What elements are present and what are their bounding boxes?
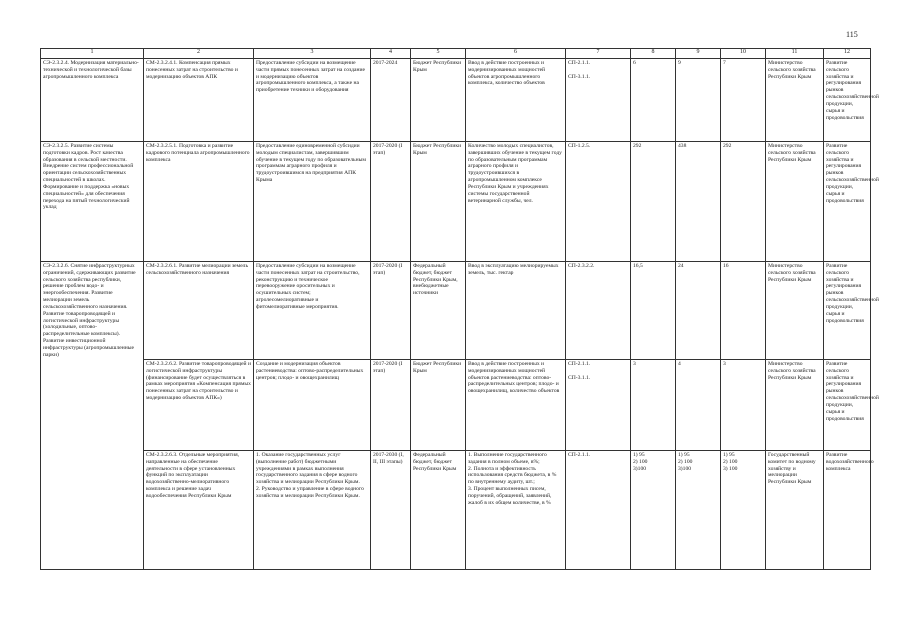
state-program-cell: Развитие сельского хозяйства и регулирования рынков сельскохозяйственной продукции, сырья и продовольствия xyxy=(824,262,871,360)
measure-cell: СМ-2.3.2.6.2. Развитие товаропроводящей и логистической инфраструктуры (финансирование будет осуществляться в рамках мероприятия «Компенсация прямых понесенных затрат на строительство и модернизацию объектов АПК») xyxy=(144,360,254,451)
state-program-cell: Развитие водохозяйственного комплекса xyxy=(824,451,871,570)
measure-cell: СМ-2.3.2.4.1. Компенсация прямых понесенных затрат на строительство и модернизацию объектов АПК xyxy=(144,59,254,142)
state-program-cell: Развитие сельского хозяйства и регулирования рынков сельскохозяйственной продукции, сырья и продовольствия xyxy=(824,142,871,262)
state-program-cell: Развитие сельского хозяйства и регулирования рынков сельскохозяйственной продукции, сырья и продовольствия xyxy=(824,59,871,142)
measures-table xyxy=(40,48,879,570)
program-ref-cell: СП-2.3.2.2. xyxy=(566,262,631,360)
period-cell: 2017-2024 xyxy=(371,59,411,142)
program-ref-cell: СП-2.1.1. СП-3.1.1. xyxy=(566,360,631,451)
column-number: 4 xyxy=(371,49,411,59)
indicator-cell: Количество молодых специалистов, завершивших обучение в текущем году по образовательным программам аграрного профиля и трудоустроившихся в агропромышленном комплексе Республики Крым и учреждениях системы государственной ветеринарной службы, чел. xyxy=(466,142,566,262)
state-program-cell: Развитие сельского хозяйства и регулирования рынков сельскохозяйственной продукции, сырья и продовольствия xyxy=(824,360,871,451)
value-cell: 7 xyxy=(721,59,766,142)
column-number: 9 xyxy=(676,49,721,59)
value-cell: 438 xyxy=(676,142,721,262)
table-row xyxy=(41,142,871,262)
column-number: 3 xyxy=(254,49,371,59)
funding-cell: Федеральный бюджет, бюджет Республики Крым, внебюджетные источники xyxy=(411,262,466,360)
period-cell: 2017-2020 (I этап) xyxy=(371,262,411,360)
value-cell: 1) 95 2) 100 3) 100 xyxy=(721,451,766,570)
funding-cell: Федеральный бюджет, бюджет Республики Крым xyxy=(411,451,466,570)
task-cell: СЭ-2.3.2.5. Развитие системы подготовки кадров. Рост качества образования в сельской местности. Внедрение систем профессиональной ориентации сельскохозяйственных специальностей в школах. Формирование и поддержка «новых специальностей» для обеспечения перехода на пятый технологический уклад xyxy=(41,142,144,262)
column-number: 2 xyxy=(144,49,254,59)
measure-cell: СМ-2.3.2.6.1. Развитие мелиорации земель сельскохозяйственного назначения xyxy=(144,262,254,360)
measure-cell: СМ-2.3.2.5.1. Подготовка и развитие кадрового потенциала агропромышленного комплекса xyxy=(144,142,254,262)
column-number: 11 xyxy=(766,49,824,59)
description-cell: Предоставление субсидии на возмещение части прямых понесенных затрат на создание и модернизацию объектов агропромышленного комплекса, а также на приобретение техники и оборудования xyxy=(254,59,371,142)
value-cell: 4 xyxy=(676,360,721,451)
value-cell: 9 xyxy=(676,59,721,142)
value-cell: 292 xyxy=(721,142,766,262)
value-cell: 1) 95 2) 100 3)100 xyxy=(631,451,676,570)
indicator-cell: Ввод в эксплуатацию мелиорируемых земель, тыс. гектар xyxy=(466,262,566,360)
table-row xyxy=(41,451,871,570)
description-cell: Предоставление единовременной субсидии молодым специалистам, завершившим обучение в текущем году по образовательным программам аграрного профиля и трудоустроившимся на предприятия АПК Крыма xyxy=(254,142,371,262)
page-number: 115 xyxy=(846,30,858,39)
column-number-row xyxy=(41,49,871,59)
period-cell: 2017-2020 (I этап) xyxy=(371,360,411,451)
funding-cell: Бюджет Республики Крым xyxy=(411,360,466,451)
value-cell: 6 xyxy=(631,59,676,142)
indicator-cell: Ввод в действие построенных и модернизированных мощностей объектов растениеводства: оптово-распределительных центров; плодо- и овощехранилищ, количество объектов xyxy=(466,360,566,451)
table-row xyxy=(41,262,871,360)
program-ref-cell: СП-1.2.5. xyxy=(566,142,631,262)
description-cell: Предоставление субсидии на возмещение части понесенных затрат на строительство, реконструкцию и техническое перевооружение оросительных и осушительных систем; агролесомелиоративные и фитомелиоративные мероприятия. xyxy=(254,262,371,360)
executor-cell: Министерство сельского хозяйства Республики Крым xyxy=(766,360,824,451)
measure-cell: СМ-2.3.2.6.3. Отдельные мероприятия, направленные на обеспечение деятельности в сфере установленных функций по эксплуатации водохозяйственно-мелиоративного комплекса и решение задач водообеспечения Республики Крым xyxy=(144,451,254,570)
column-number: 10 xyxy=(721,49,766,59)
executor-cell: Министерство сельского хозяйства Республики Крым xyxy=(766,59,824,142)
value-cell: 16 xyxy=(721,262,766,360)
column-number: 6 xyxy=(466,49,566,59)
column-number: 8 xyxy=(631,49,676,59)
description-cell: 1. Оказание государственных услуг (выполнение работ) бюджетными учреждениями в рамках выполнения государственного задания в сфере водного хозяйства и мелиорации Республики Крым. 2. Руководство и управление в сфере водного хозяйства и мелиорации Республики Крым. xyxy=(254,451,371,570)
period-cell: 2017-2030 (I, II, III этапы) xyxy=(371,451,411,570)
value-cell: 3 xyxy=(721,360,766,451)
task-cell: СЭ-2.3.2.4. Модернизация материально-технической и технологической базы агропромышленного комплекса xyxy=(41,59,144,142)
value-cell: 3 xyxy=(631,360,676,451)
executor-cell: Государственный комитет по водному хозяйству и мелиорации Республики Крым xyxy=(766,451,824,570)
description-cell: Создание и модернизация объектов растениеводства: оптово-распределительных центров; плодо- и овощехранилищ xyxy=(254,360,371,451)
column-number: 7 xyxy=(566,49,631,59)
indicator-cell: Ввод в действие построенных и модернизированных мощностей объектов агропромышленного комплекса, количество объектов xyxy=(466,59,566,142)
value-cell: 292 xyxy=(631,142,676,262)
period-cell: 2017-2020 (I этап) xyxy=(371,142,411,262)
value-cell: 16,5 xyxy=(631,262,676,360)
table-row xyxy=(41,360,871,451)
funding-cell: Бюджет Республики Крым xyxy=(411,59,466,142)
value-cell: 24 xyxy=(676,262,721,360)
task-cell: СЭ-2.3.2.6. Снятие инфраструктурных ограничений, сдерживающих развитие сельского хозяйства республики, решение проблем водо- и энергообеспечения. Развитие мелиорации земель сельскохозяйственного назначения. Развитие товаропроводящей и логистической инфраструктуры (холодильные, оптово-распределительные комплексы). Развитие инвестиционной инфраструктуры (агропромышленные парки) xyxy=(41,262,144,570)
table-row xyxy=(41,59,871,142)
indicator-cell: 1. Выполнение государственного задания в полном объеме, в%; 2. Полнота и эффективность использования средств бюджета, в % по внутреннему аудиту, шт.; 3. Процент выполненных писем, поручений, обращений, заявлений, жалоб в их общем количестве, в % xyxy=(466,451,566,570)
column-number: 5 xyxy=(411,49,466,59)
funding-cell: Бюджет Республики Крым xyxy=(411,142,466,262)
column-number: 12 xyxy=(824,49,871,59)
program-ref-cell: СП-2.1.1. СП-3.1.1. xyxy=(566,59,631,142)
executor-cell: Министерство сельского хозяйства Республики Крым xyxy=(766,142,824,262)
executor-cell: Министерство сельского хозяйства Республики Крым xyxy=(766,262,824,360)
program-ref-cell: СП-2.1.1. xyxy=(566,451,631,570)
value-cell: 1) 95 2) 100 3)100 xyxy=(676,451,721,570)
column-number: 1 xyxy=(41,49,144,59)
